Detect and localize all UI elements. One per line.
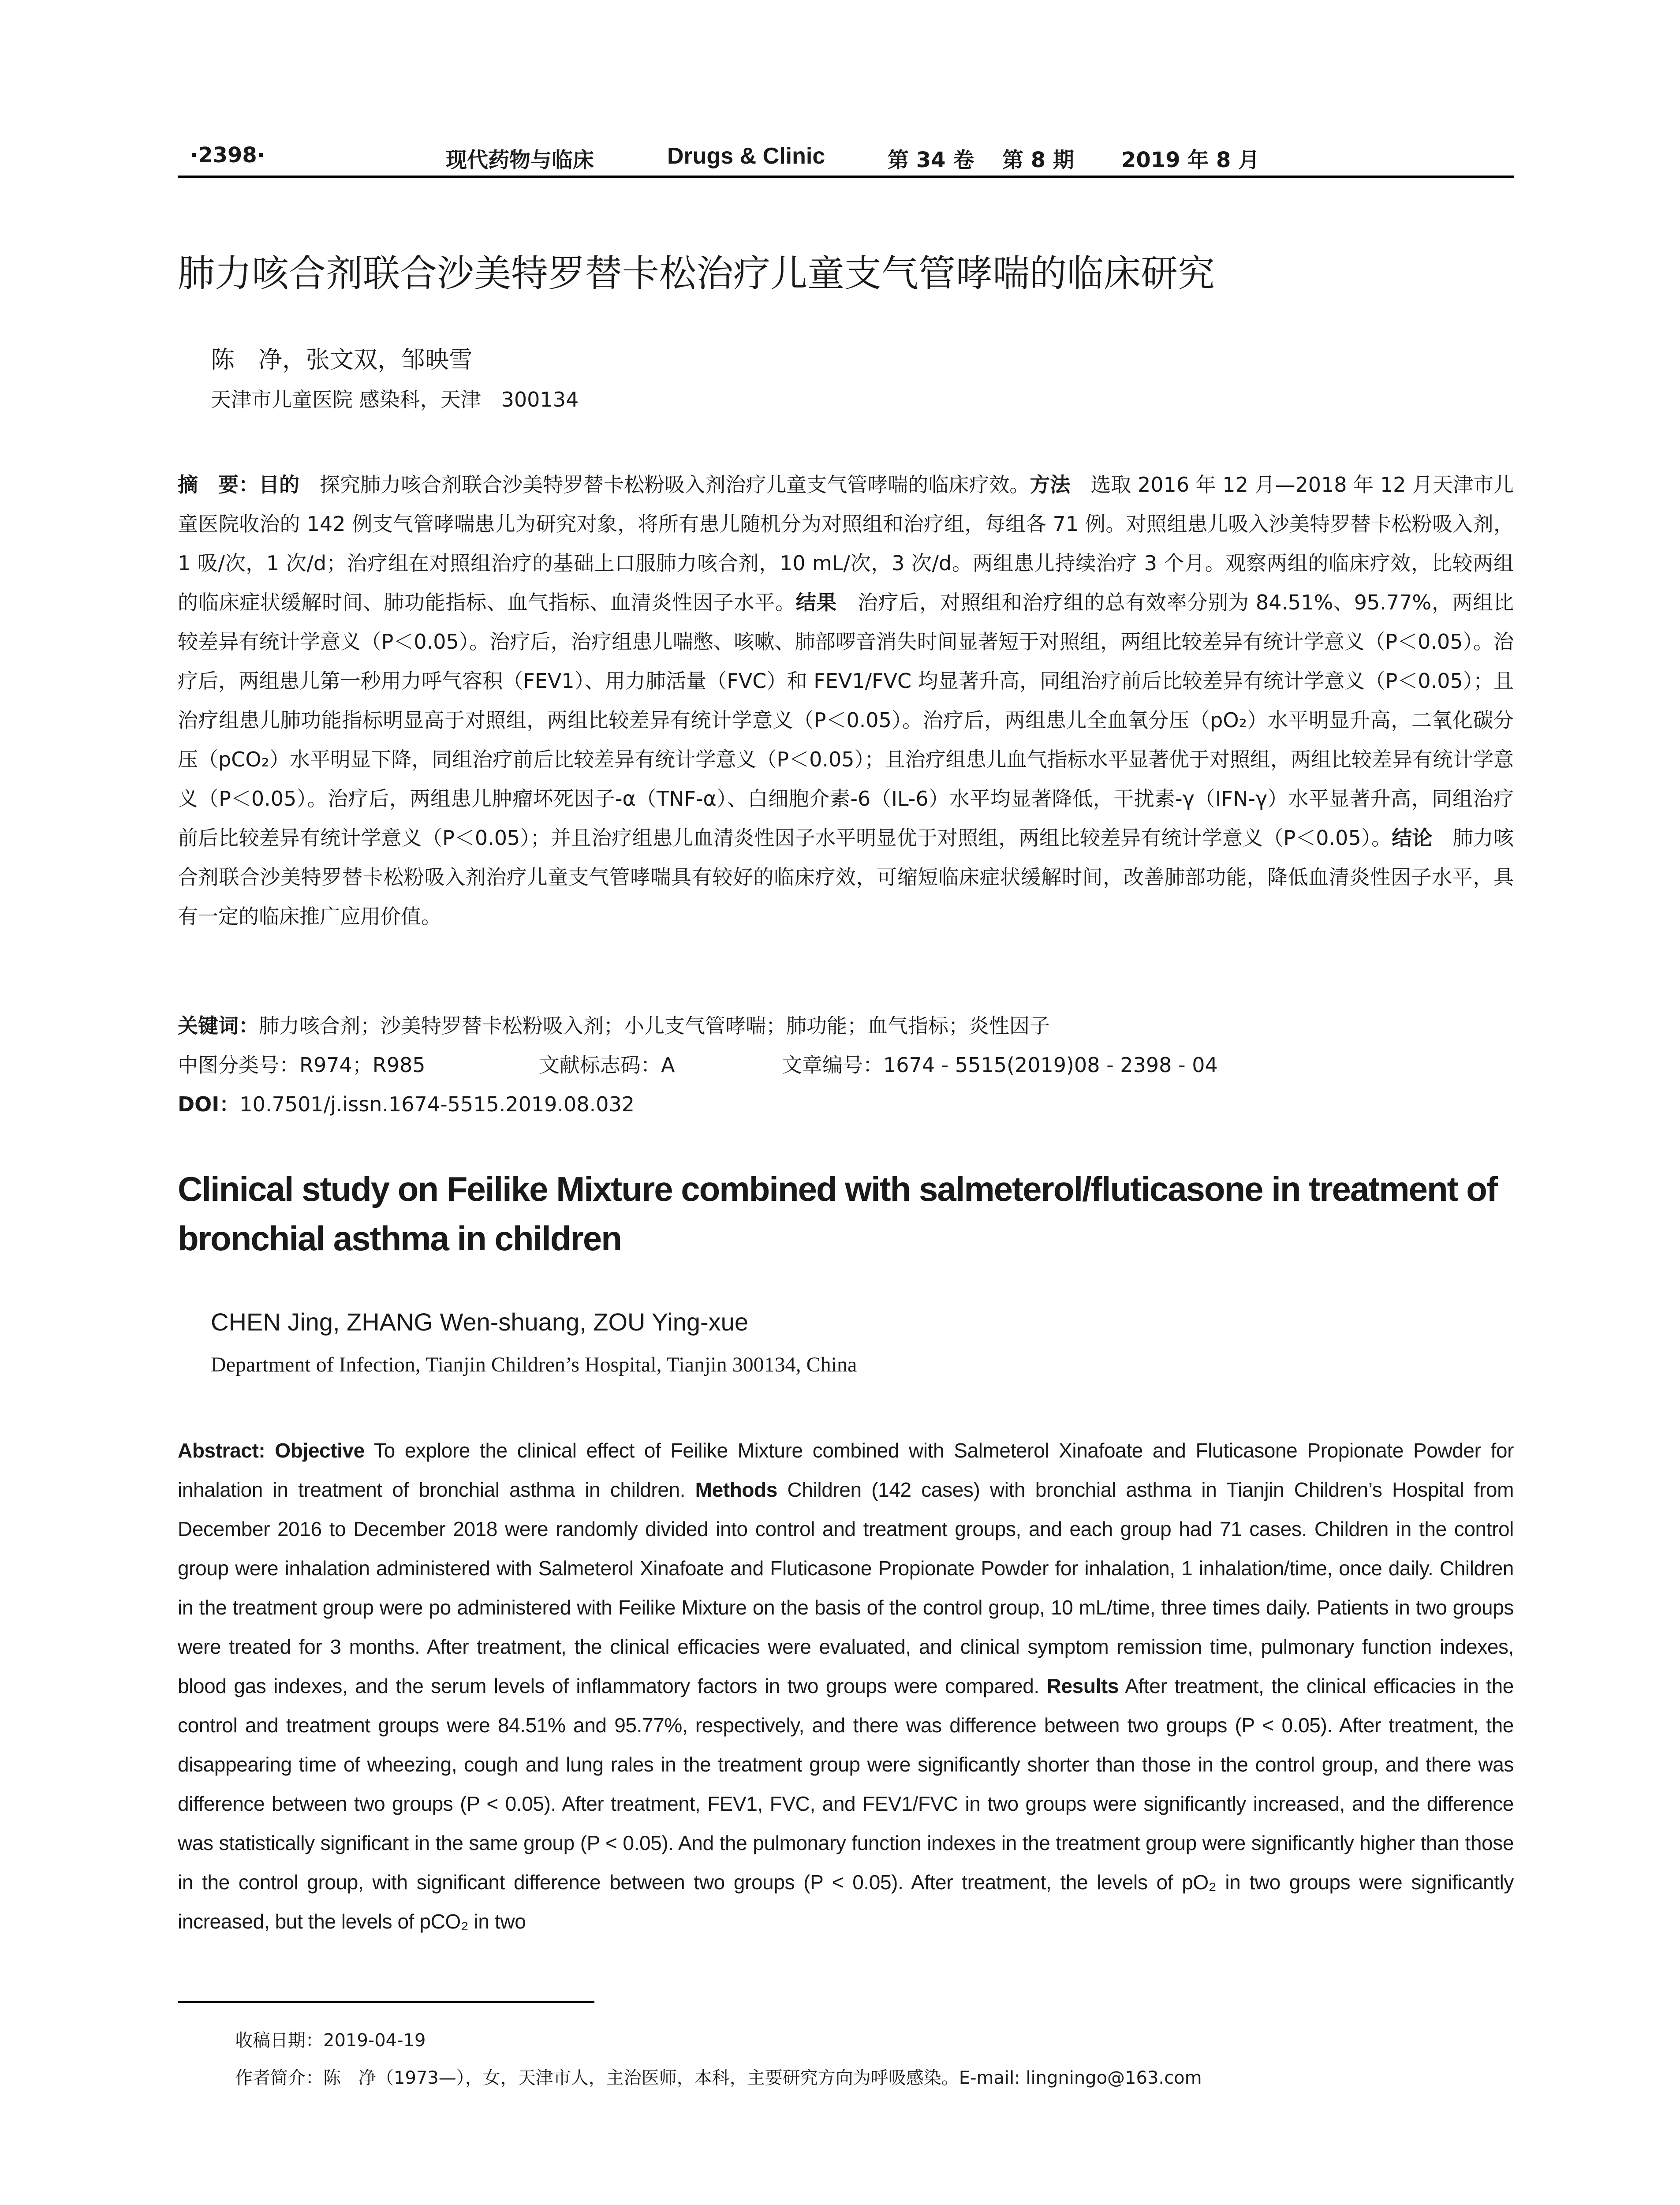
conclusion-text-cn: 肺力咳合剂联合沙美特罗替卡松粉吸入剂治疗儿童支气管哮喘具有较好的临床疗效，可缩短临床症状缓解时间，改善肺部功能，降低血清炎性因子水平，具有一定的临床推广应用价值。 xyxy=(178,826,1514,928)
objective-text-cn: 探究肺力咳合剂联合沙美特罗替卡松粉吸入剂治疗儿童支气管哮喘的临床疗效。 xyxy=(299,473,1030,497)
document-code: 文献标志码：A xyxy=(539,1053,675,1077)
results-text-en: After treatment, the clinical efficacies in the control and treatment groups were 84.51% and 95.77%, respectively, and there was difference between two groups (P < 0.05). After treatment, the disappearing time of wheezing, cough and lung rales in the treatment group were significantly shorter than those in the control group, and there was difference between two groups (P < 0.05). After treatment, FEV1, FVC, and FEV1/FVC in two groups were significantly increased, and the difference was statistically significant in the same group (P < 0.05). And the pulmonary function indexes in the treatment group were significantly higher than those in the control group, with significant difference between two groups (P < 0.05). After treatment, the levels of pO₂ in two groups were significantly increased, but the levels of pCO₂ in two xyxy=(178,1674,1514,1933)
doi-label: DOI： xyxy=(178,1092,240,1116)
conclusion-label-cn: 结论 xyxy=(1392,826,1433,850)
article-title-cn: 肺力咳合剂联合沙美特罗替卡松治疗儿童支气管哮喘的临床研究 xyxy=(178,252,1215,295)
footnote-author-bio: 作者简介：陈 净（1973—），女，天津市人，主治医师，本科，主要研究方向为呼吸感染。E-mail: lingningo@163.com xyxy=(235,2068,1202,2088)
footnote-received-date: 收稿日期：2019-04-19 xyxy=(235,2030,426,2051)
keywords-label: 关键词： xyxy=(178,1014,259,1038)
objective-label-en: Objective xyxy=(275,1439,365,1462)
clc-number: 中图分类号：R974；R985 xyxy=(178,1053,426,1077)
objective-text-en: To explore the clinical effect of Feilike Mixture combined with Salmeterol Xinafoate and Fluticasone Propionate Powder for inhalation in treatment of bronchial asthma in children. xyxy=(178,1439,1514,1501)
methods-text-cn: 选取 2016 年 12 月—2018 年 12 月天津市儿童医院收治的 142 例支气管哮喘患儿为研究对象，将所有患儿随机分为对照组和治疗组，每组各 71 例。对照组患儿吸入沙美特罗替卡松粉吸入剂，1 吸/次，1 次/d；治疗组在对照组治疗的基础上口服肺力咳合剂，10 mL/次，3 次/d。两组患儿持续治疗 3 个月。观察两组的临床疗效，比较两组的临床症状缓解时间、肺功能指标、血气指标、血清炎性因子水平。 xyxy=(178,473,1514,614)
journal-name-cn: 现代药物与临床 xyxy=(446,148,594,172)
methods-label-en: Methods xyxy=(695,1478,777,1501)
abstract-cn-label: 摘 要： xyxy=(178,473,259,497)
affiliation-cn: 天津市儿童医院 感染科，天津 300134 xyxy=(211,388,579,411)
abstract-en xyxy=(178,1431,1514,1941)
issue: 第 8 期 xyxy=(1002,148,1074,172)
article-title-en: Clinical study on Feilike Mixture combined with salmeterol/fluticasone in treatment of bronchial asthma in children xyxy=(178,1170,1497,1258)
methods-text-en: Children (142 cases) with bronchial asthma in Tianjin Children’s Hospital from December 2016 to December 2018 were randomly divided into control and treatment groups, and each group had 71 cases. Children in the control group were inhalation administered with Salmeterol Xinafoate and Fluticasone Propionate Powder for inhalation, 1 inhalation/time, once daily. Children in the treatment group were po administered with Feilike Mixture on the basis of the control group, 10 mL/time, three times daily. Patients in two groups were treated for 3 months. After treatment, the clinical efficacies were evaluated, and clinical symptom remission time, pulmonary function indexes, blood gas indexes, and the serum levels of inflammatory factors in two groups were compared. xyxy=(178,1478,1514,1697)
results-text-cn: 治疗后，对照组和治疗组的总有效率分别为 84.51%、95.77%，两组比较差异有统计学意义（P＜0.05）。治疗后，治疗组患儿喘憋、咳嗽、肺部啰音消失时间显著短于对照组，两组比较差异有统计学意义（P＜0.05）。治疗后，两组患儿第一秒用力呼气容积（FEV1）、用力肺活量（FVC）和 FEV1/FVC 均显著升高，同组治疗前后比较差异有统计学意义（P＜0.05）；且治疗组患儿肺功能指标明显高于对照组，两组比较差异有统计学意义（P＜0.05）。治疗后，两组患儿全血氧分压（pO₂）水平明显升高，二氧化碳分压（pCO₂）水平明显下降，同组治疗前后比较差异有统计学意义（P＜0.05）；且治疗组患儿血气指标水平显著优于对照组，两组比较差异有统计学意义（P＜0.05）。治疗后，两组患儿肿瘤坏死因子-α（TNF-α）、白细胞介素-6（IL-6）水平均显著降低，干扰素-γ（IFN-γ）水平显著升高，同组治疗前后比较差异有统计学意义（P＜0.05）；并且治疗组患儿血清炎性因子水平明显优于对照组，两组比较差异有统计学意义（P＜0.05）。 xyxy=(178,590,1514,850)
objective-label-cn: 目的 xyxy=(259,473,300,497)
doi-value[interactable]: 10.7501/j.issn.1674-5515.2019.08.032 xyxy=(239,1092,635,1116)
methods-label-cn: 方法 xyxy=(1030,473,1071,497)
header-rule xyxy=(178,176,1514,178)
keywords-line xyxy=(178,1010,1050,1039)
issue-date: 2019 年 8 月 xyxy=(1121,148,1260,172)
page-number: ·2398· xyxy=(190,143,265,168)
affiliation-en: Department of Infection, Tianjin Children’s Hospital, Tianjin 300134, China xyxy=(211,1353,857,1376)
results-label-en: Results xyxy=(1046,1674,1119,1697)
keywords-text: 肺力咳合剂；沙美特罗替卡松粉吸入剂；小儿支气管哮喘；肺功能；血气指标；炎性因子 xyxy=(259,1014,1050,1038)
footnote-rule xyxy=(178,2001,594,2003)
volume: 第 34 卷 xyxy=(888,148,974,172)
authors-cn: 陈 净，张文双，邹映雪 xyxy=(211,346,473,374)
running-head xyxy=(178,140,1514,176)
article-number: 文章编号：1674 - 5515(2019)08 - 2398 - 04 xyxy=(782,1053,1218,1077)
abstract-cn xyxy=(178,465,1514,936)
authors-en: CHEN Jing, ZHANG Wen-shuang, ZOU Ying-xue xyxy=(211,1308,748,1336)
abstract-en-label: Abstract: xyxy=(178,1439,275,1462)
doi-line xyxy=(178,1088,635,1117)
journal-name-en: Drugs & Clinic xyxy=(667,143,825,169)
results-label-cn: 结果 xyxy=(795,590,837,614)
